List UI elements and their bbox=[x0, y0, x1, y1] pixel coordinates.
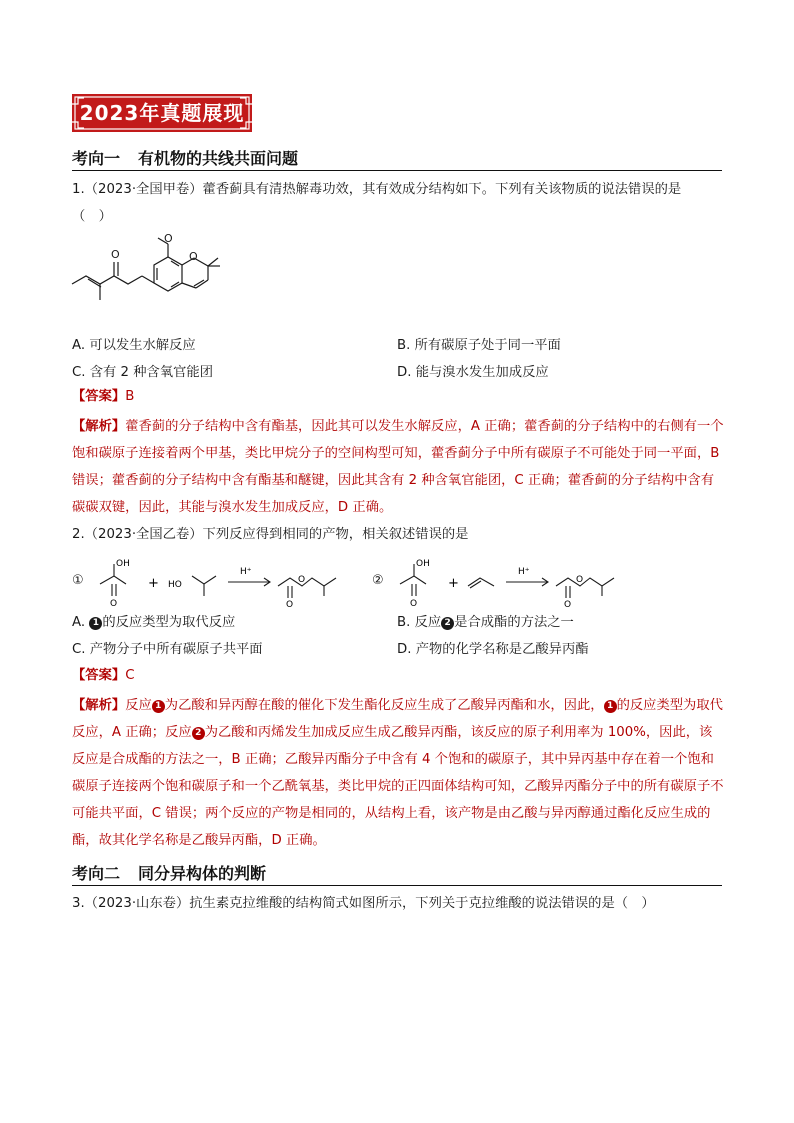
section-title: 有机物的共线共面问题 bbox=[138, 149, 299, 168]
answer-value: B bbox=[125, 389, 135, 404]
option-b[interactable]: B. 所有碳原子处于同一平面 bbox=[397, 338, 561, 353]
oxygen-label: O bbox=[564, 600, 572, 608]
analysis-text: 为乙酸和丙烯发生加成反应生成乙酸异丙酯，该反应的原子利用率为 100%，因此，该反应是合成酯的方法之一，B 正确；乙酸异丙酯分子中含有 4 个饱和的碳原子，其中异丙基中存在着一个饱和碳原子连接两个饱和碳原子和一个乙酰氧基，类比甲烷的正四面体结构可知，乙酸异丙酯分子中的所有碳原子不可能共平面，C 错误；两个反应的产物是相同的，从结构上看，该产物是由乙酸与异丙醇通过酯化反应生成的酯，故其化学名称是乙酸异丙酯，D 正确。 bbox=[72, 725, 724, 848]
option-c[interactable]: C. 产物分子中所有碳原子共平面 bbox=[72, 642, 263, 657]
answer-tag: 【答案】 bbox=[72, 668, 126, 683]
analysis-1 bbox=[72, 413, 724, 521]
plus-sign: + bbox=[448, 576, 459, 591]
option-text: 是合成酯的方法之一 bbox=[454, 615, 574, 630]
catalyst-label: H⁺ bbox=[518, 567, 530, 577]
oxygen-label: O bbox=[111, 248, 120, 261]
answer-tag: 【答案】 bbox=[72, 389, 126, 404]
question-2-stem bbox=[72, 521, 724, 548]
answer-2 bbox=[72, 662, 724, 689]
option-d[interactable]: D. 产物的化学名称是乙酸异丙酯 bbox=[397, 642, 589, 657]
question-text: 3.（2023·山东卷）抗生素克拉维酸的结构简式如图所示，下列关于克拉维酸的说法错误的是（ ） bbox=[72, 896, 655, 911]
question-1-paren bbox=[72, 203, 724, 230]
analysis-text: 为乙酸和异丙醇在酸的催化下发生酯化反应生成了乙酸异丙酯和水，因此， bbox=[164, 698, 604, 713]
section-heading-2 bbox=[72, 861, 722, 886]
reaction-1-scheme bbox=[94, 556, 344, 608]
reaction-1-number: ① bbox=[72, 573, 84, 588]
question-1-stem bbox=[72, 176, 724, 203]
answer-1 bbox=[72, 383, 724, 410]
option-prefix: B. 反应 bbox=[397, 615, 442, 630]
oxygen-label: O bbox=[164, 232, 173, 245]
year-banner bbox=[72, 94, 252, 132]
hydroxyl-label: OH bbox=[416, 559, 430, 569]
option-d[interactable]: D. 能与溴水发生加成反应 bbox=[397, 365, 549, 380]
option-a[interactable] bbox=[72, 613, 235, 633]
option-prefix: A. bbox=[72, 615, 90, 630]
ageratochromene-structure bbox=[68, 228, 248, 312]
answer-value: C bbox=[125, 668, 135, 683]
analysis-text: 的反应类型为取代反应，A 正确；反应 bbox=[72, 698, 723, 740]
oxygen-label: O bbox=[410, 599, 418, 608]
section-title: 同分异构体的判断 bbox=[138, 864, 267, 883]
reaction-2-number: ② bbox=[372, 573, 384, 588]
question-text: 2.（2023·全国乙卷）下列反应得到相同的产物，相关叙述错误的是 bbox=[72, 527, 469, 542]
oxygen-label: O bbox=[298, 575, 306, 585]
banner-title: 2023年真题展现 bbox=[79, 101, 245, 125]
option-b[interactable] bbox=[397, 613, 574, 633]
question-text: 1.（2023·全国甲卷）藿香蓟具有清热解毒功效，其有效成分结构如下。下列有关该物质的说法错误的是 bbox=[72, 182, 682, 197]
reaction-2-scheme bbox=[394, 556, 624, 608]
oxygen-label: O bbox=[576, 575, 584, 585]
hydroxyl-label: OH bbox=[116, 559, 130, 569]
analysis-tag: 【解析】 bbox=[72, 419, 126, 434]
question-3-stem bbox=[72, 890, 724, 917]
option-a[interactable]: A. 可以发生水解反应 bbox=[72, 338, 196, 353]
analysis-2 bbox=[72, 692, 724, 854]
section-heading-1 bbox=[72, 146, 722, 171]
circled-number-icon: 1 bbox=[89, 617, 102, 630]
circled-number-icon: 2 bbox=[192, 727, 205, 740]
option-text: 的反应类型为取代反应 bbox=[102, 615, 236, 630]
plus-sign: + bbox=[148, 576, 159, 591]
hydroxyl-label: HO bbox=[168, 580, 182, 590]
analysis-text: 反应 bbox=[125, 698, 152, 713]
circled-number-icon: 1 bbox=[604, 700, 617, 713]
option-c[interactable]: C. 含有 2 种含氧官能团 bbox=[72, 365, 214, 380]
analysis-tag: 【解析】 bbox=[72, 698, 126, 713]
oxygen-label: O bbox=[189, 250, 198, 263]
answer-blank: （ ） bbox=[72, 209, 112, 224]
oxygen-label: O bbox=[286, 600, 294, 608]
catalyst-label: H⁺ bbox=[240, 567, 252, 577]
section-label: 考向二 bbox=[72, 864, 121, 883]
circled-number-icon: 2 bbox=[441, 617, 454, 630]
oxygen-label: O bbox=[110, 599, 118, 608]
section-label: 考向一 bbox=[72, 149, 121, 168]
analysis-text: 藿香蓟的分子结构中含有酯基，因此其可以发生水解反应，A 正确；藿香蓟的分子结构中的右侧有一个饱和碳原子连接着两个甲基，类比甲烷分子的空间构型可知，藿香蓟分子中所有碳原子不可能处于同一平面，B 错误；藿香蓟的分子结构中含有酯基和醚键，因此其含有 2 种含氧官能团，C 正确；藿香蓟的分子结构中含有碳碳双键，因此，其能与溴水发生加成反应，D 正确。 bbox=[72, 419, 724, 515]
circled-number-icon: 1 bbox=[152, 700, 165, 713]
